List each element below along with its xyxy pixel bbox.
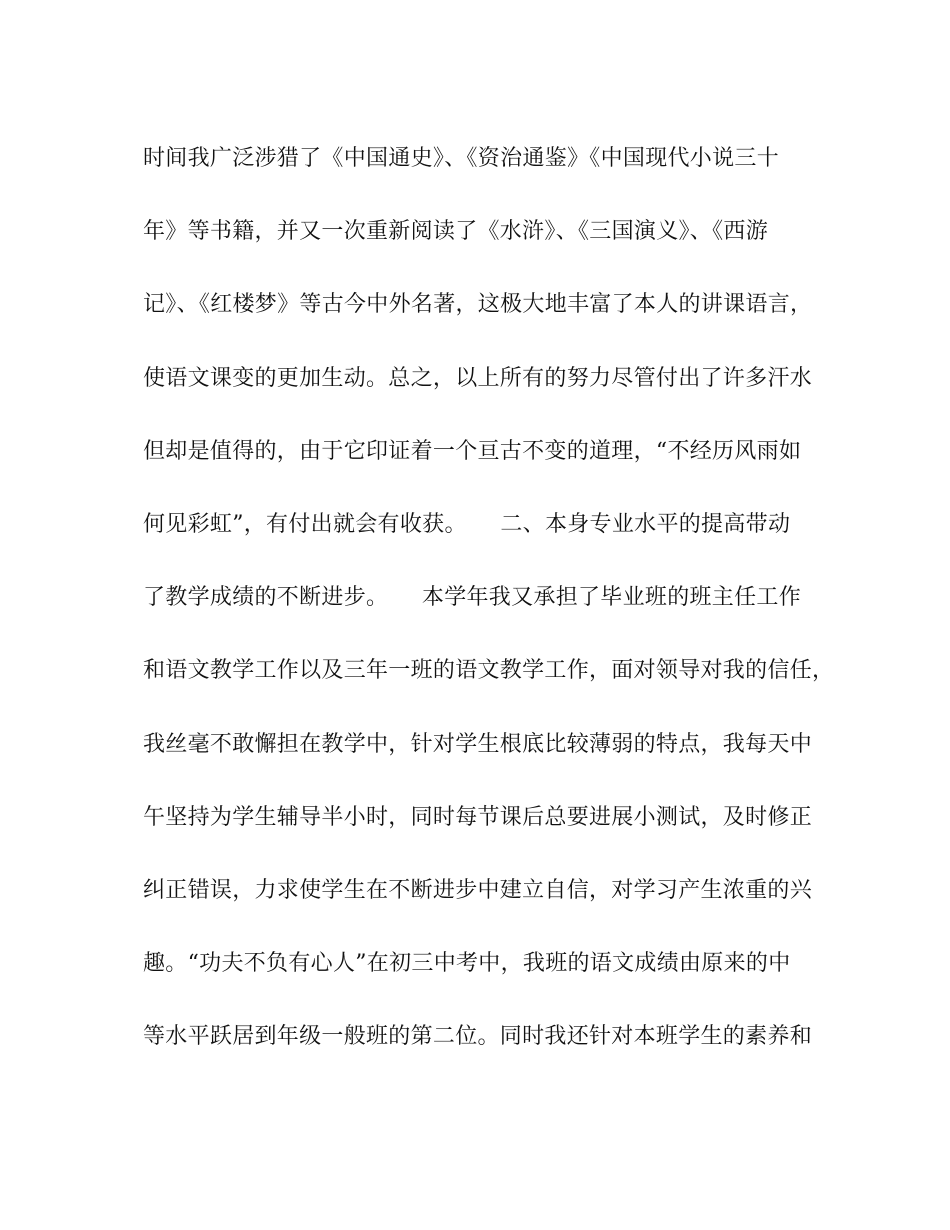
text-line: 午坚持为学生辅导半小时，同时每节课后总要进展小测试，及时修正 [143, 804, 813, 830]
text-line: 等水平跃居到年级一般班的第二位。同时我还针对本班学生的素养和 [143, 1024, 813, 1050]
text-line: 何见彩虹”，有付出就会有收获。 二、本身专业水平的提高带动 [143, 511, 791, 537]
text-line: 了教学成绩的不断进步。 本学年我又承担了毕业班的班主任工作 [143, 585, 802, 611]
text-line: 趣。“功夫不负有心人”在初三中考中，我班的语文成绩由原来的中 [143, 951, 791, 977]
text-line: 纠正错误，力求使学生在不断进步中建立自信，对学习产生浓重的兴 [143, 877, 813, 903]
text-line: 时间我广泛涉猎了《中国通史》、《资治通鉴》《中国现代小说三十 [143, 146, 780, 171]
text-line: 年》等书籍，并又一次重新阅读了《水浒》、《三国演义》、《西游 [143, 219, 769, 245]
text-line: 我丝毫不敢懈担在教学中，针对学生根底比较薄弱的特点，我每天中 [143, 731, 813, 757]
body-text [143, 135, 835, 1086]
text-line: 使语文课变的更加生动。总之，以上所有的努力尽管付出了许多汗水 [143, 365, 813, 391]
text-line: 和语文教学工作以及三年一班的语文教学工作，面对领导对我的信任， [143, 658, 835, 684]
text-line: 但却是值得的，由于它印证着一个亘古不变的道理，“不经历风雨如 [143, 438, 802, 464]
text-line: 记》、《红楼梦》等古今中外名著，这极大地丰富了本人的讲课语言， [143, 292, 813, 318]
